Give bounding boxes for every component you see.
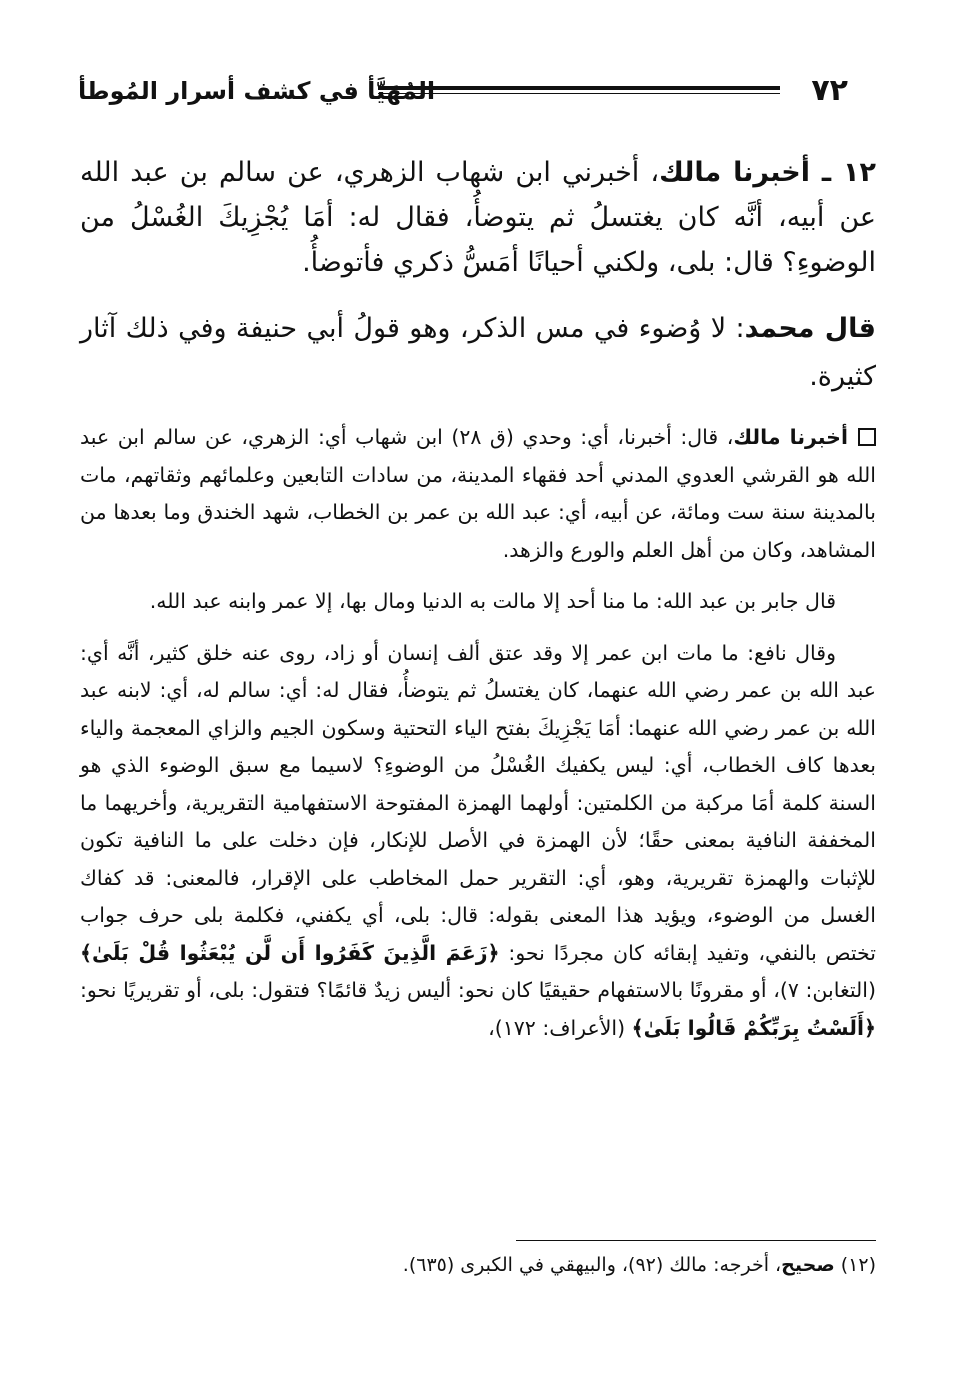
footnote-number: (١٢)	[840, 1254, 876, 1276]
square-marker-icon	[858, 428, 876, 446]
commentary-body-1: ، قال: أخبرنا، أي: وحدي (ق ٢٨) ابن شهاب أي: الزهري، عن سالم ابن عبد الله هو القرشي العدوي المدني أحد فقهاء المدينة، من سادات التابعين وعلمائهم وثقاتهم، مات بالمدينة سنة ست ومائة، عن أبيه، أي: عبد الله بن عمر بن الخطاب، شهد الخندق وما بعدها من المشاهد، وكان من أهل العلم والورع والزهد.	[80, 425, 876, 562]
commentary-paragraph-2: قال جابر بن عبد الله: ما منا أحد إلا مالت به الدنيا ومال بها، إلا عمر وابنه عبد الله.	[149, 589, 836, 613]
footnote-rule	[516, 1240, 876, 1241]
commentary-paragraph-1	[80, 419, 876, 569]
commentary-lead: أخبرنا مالك	[733, 425, 848, 449]
commentary-body-3a: وقال نافع: ما مات ابن عمر إلا وقد عتق ألف إنسان أو زاد، روى عنه خلق كثير، أنَّه أي: عبد الله بن عمر رضي الله عنهما، كان يغتسلُ ثم يتوضأُ، فقال له: أي: سالم له، أي: لابنه عبد الله بن عمر رضي الله عنهما: أمَا يَجْزِيكَ بفتح الياء التحتية وسكون الجيم والزاي المعجمة والياء بعدها كاف الخطاب، أي: ليس يكفيك الغُسْلُ من الوضوءِ؟ لاسيما مع سبق الوضوء الذي هو السنة كلمة أمَا مركبة من الكلمتين: أولهما الهمزة المفتوحة الاستفهامية التقريرية، وأخريهما ما المخففة النافية بمعنى حقًا؛ لأن الهمزة في الأصل للإنكار، فإن دخلت على ما النافية تكون للإثبات والهمزة تقريرية، وهو، أي: التقرير حمل المخاطب على الإقرار، فالمعنى: قد كفاك الغسل من الوضوء، ويؤيد هذا المعنى بقوله: قال: بلى، أي يكفني، فكلمة بلى حرف جواب تختص بالنفي، وتفيد إبقائه كان مجردًا نحو:	[80, 640, 876, 965]
muhammad-lead: قال محمد	[744, 313, 876, 344]
page-header	[78, 72, 848, 112]
header-rule-thick	[378, 86, 780, 90]
hadith-body: ، أخبرني ابن شهاب الزهري، عن سالم بن عبد الله عن أبيه، أنَّه كان يغتسلُ ثم يتوضأُ، فقال له: أمَا يُجْزِيكَ الغُسْلُ من الوضوءِ؟ قال: بلى، ولكني أحيانًا أمَسُّ ذكري فأتوضأُ.	[80, 157, 876, 278]
quran-verse-2: ﴿أَلَسْتُ بِرَبِّكُمْ قَالُوا بَلَىٰ﴾	[631, 1015, 876, 1040]
header-rule-thin	[378, 93, 780, 94]
footnote-grade: صحيح	[781, 1254, 835, 1276]
main-text	[80, 150, 876, 1061]
page-number: ٧٢	[811, 73, 848, 108]
hadith-text	[80, 150, 876, 285]
commentary-body-3c: (الأعراف: ١٧٢)،	[488, 1015, 632, 1040]
muhammad-body: : لا وُضوء في مس الذكر، وهو قولُ أبي حنيفة وفي ذلك آثار كثيرة.	[80, 313, 876, 392]
book-title: المُهَيَّأ في كشف أسرار المُوطأ	[78, 77, 436, 105]
hadith-lead: ١٢ ـ أخبرنا مالك	[659, 157, 876, 188]
quran-verse-1: ﴿زَعَمَ الَّذِينَ كَفَرُوا أَن لَّن يُبْعَثُوا قُلْ بَلَىٰ﴾	[80, 940, 500, 965]
footnote-text: ، أخرجه: مالك (٩٢)، والبيهقي في الكبرى (٦٣٥).	[402, 1254, 782, 1276]
commentary-body-3b: (التغابن: ٧)، أو مقرونًا بالاستفهام حقيقيًا كان نحو: أليس زيدٌ قائمًا؟ فتقول: بلى، أو تقريريًا نحو:	[80, 978, 876, 1002]
footnote	[80, 1250, 876, 1280]
muhammad-statement	[80, 305, 876, 401]
commentary-paragraph-3	[80, 635, 876, 1048]
